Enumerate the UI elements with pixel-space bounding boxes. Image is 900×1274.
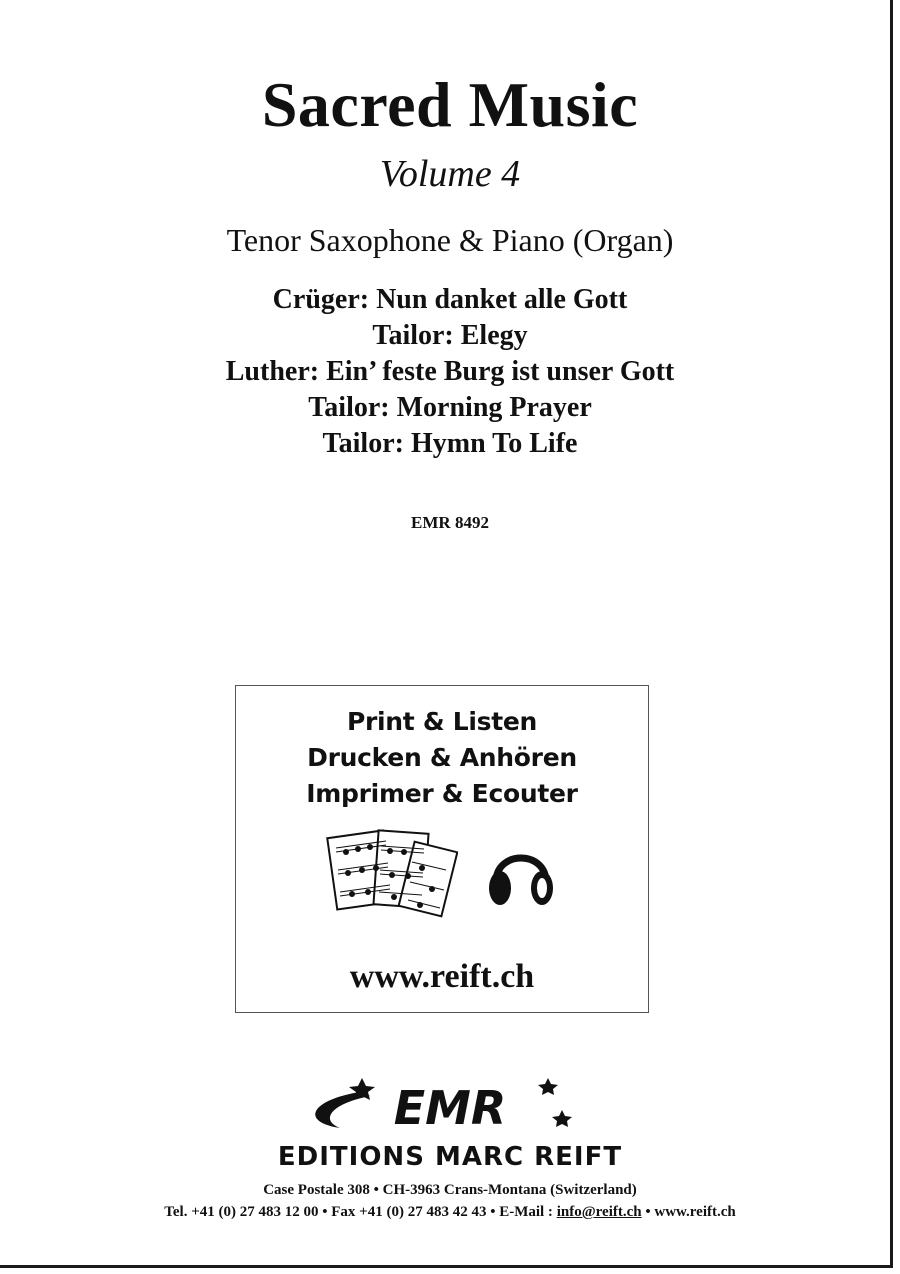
publisher-name: EDITIONS MARC REIFT <box>277 1142 623 1172</box>
piece-item: Crüger: Nun danket alle Gott <box>272 284 628 315</box>
piece-list <box>0 282 900 462</box>
emr-logo <box>300 1070 600 1140</box>
publisher-address: Case Postale 308 • CH-3963 Crans-Montana (Switzerland) <box>263 1182 637 1198</box>
page-title: Sacred Music <box>261 69 639 140</box>
piece-item: Tailor: Hymn To Life <box>322 428 578 459</box>
sheet-music-icon <box>326 826 458 926</box>
promo-line-de: Drucken & Anhören <box>307 743 577 772</box>
piece-item: Tailor: Morning Prayer <box>308 392 592 423</box>
emr-logo-text: EMR <box>393 1081 507 1135</box>
contact-phone-fax: Tel. +41 (0) 27 483 12 00 • Fax +41 (0) 27 483 42 43 • E-Mail : <box>164 1204 557 1220</box>
catalog-number: EMR 8492 <box>411 513 489 532</box>
promo-url-link[interactable]: www.reift.ch <box>349 958 535 995</box>
headphones-icon <box>486 836 556 916</box>
instrumentation: Tenor Saxophone & Piano (Organ) <box>226 222 674 258</box>
promo-text <box>236 704 648 812</box>
print-listen-box[interactable] <box>235 685 649 1013</box>
publisher-contact <box>0 1204 900 1221</box>
promo-line-fr: Imprimer & Ecouter <box>306 779 578 808</box>
piece-item: Tailor: Elegy <box>372 320 528 351</box>
piece-item: Luther: Ein’ feste Burg ist unser Gott <box>225 356 675 387</box>
promo-line-en: Print & Listen <box>346 707 538 736</box>
volume-subtitle: Volume 4 <box>379 153 521 195</box>
email-link[interactable]: info@reift.ch <box>556 1204 642 1220</box>
contact-website[interactable]: • www.reift.ch <box>641 1204 736 1220</box>
